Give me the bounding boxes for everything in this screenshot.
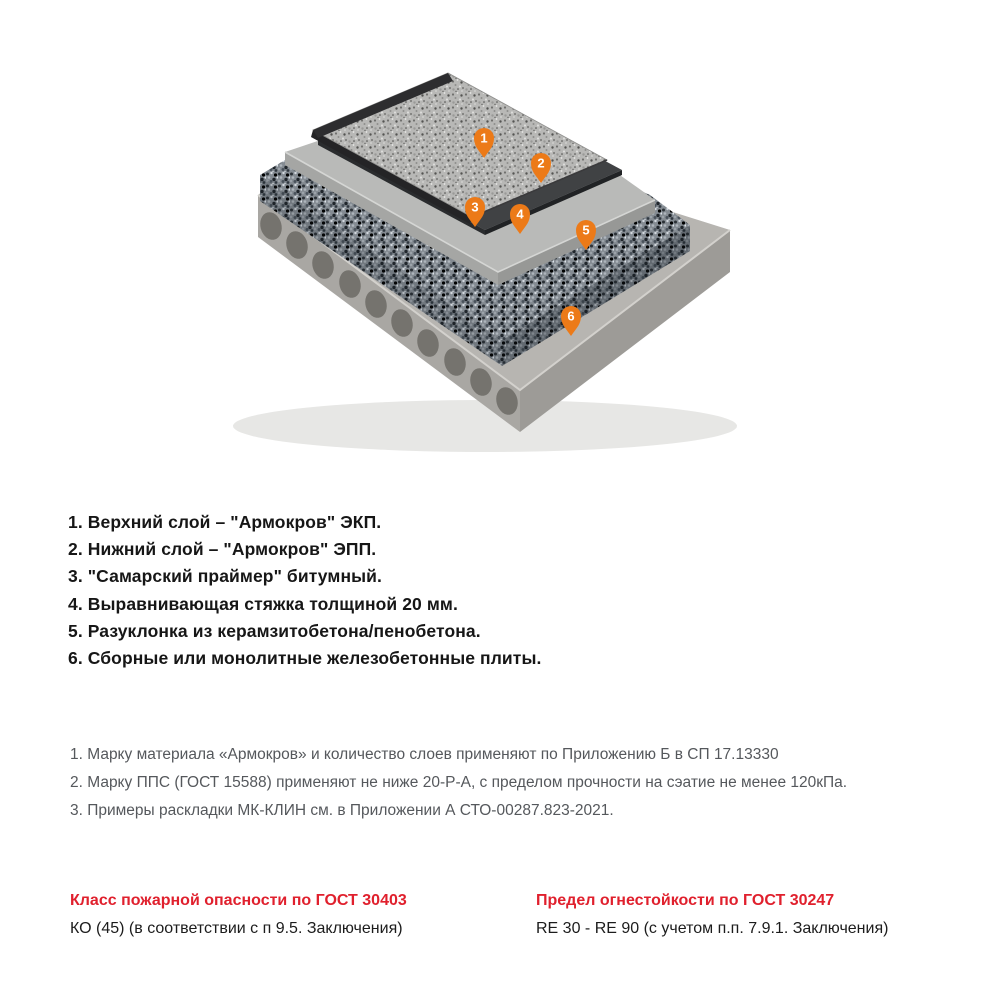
marker-number: 4	[516, 206, 524, 222]
roof-layers-diagram	[230, 40, 770, 460]
footnotes	[70, 741, 847, 826]
legend-item: 1. Верхний слой – "Армокров" ЭКП.	[68, 512, 382, 532]
marker-number: 5	[582, 222, 590, 238]
legend-item: 4. Выравнивающая стяжка толщиной 20 мм.	[68, 593, 458, 614]
fire-class-value: КО (45) (в соответствии с п 9.5. Заключения)	[70, 920, 403, 937]
legend-item: 6. Сборные или монолитные железобетонные плиты.	[68, 648, 542, 669]
fire-resistance-block	[536, 891, 888, 939]
legend-item: 2. Нижний слой – "Армокров" ЭПП.	[68, 539, 377, 560]
footnote-item: 2. Марку ППС (ГОСТ 15588) применяют не ниже 20-Р-А, с пределом прочности на сэатие не менее 120кПа.	[70, 774, 848, 792]
fire-resistance-heading: Предел огнестойкости по ГОСТ 30247	[536, 892, 835, 909]
footnote-item: 3. Примеры раскладки МК-КЛИН см. в Приложении А СТО-00287.823-2021.	[70, 802, 614, 820]
fire-resistance-value: RE 30 - RE 90 (с учетом п.п. 7.9.1. Заключения)	[536, 920, 889, 937]
fire-class-heading: Класс пожарной опасности по ГОСТ 30403	[70, 892, 407, 909]
fire-class-block	[70, 891, 407, 939]
layers-legend	[68, 509, 541, 672]
slab-shadow	[233, 400, 737, 452]
marker-number: 6	[567, 308, 575, 324]
legend-item: 5. Разуклонка из керамзитобетона/пенобетона.	[68, 620, 481, 641]
marker-number: 1	[480, 130, 488, 146]
marker-number: 3	[471, 199, 479, 215]
legend-item: 3. "Самарский праймер" битумный.	[68, 566, 382, 587]
marker-number: 2	[537, 155, 545, 171]
footnote-item: 1. Марку материала «Армокров» и количество слоев применяют по Приложению Б в СП 17.13330	[70, 746, 779, 763]
